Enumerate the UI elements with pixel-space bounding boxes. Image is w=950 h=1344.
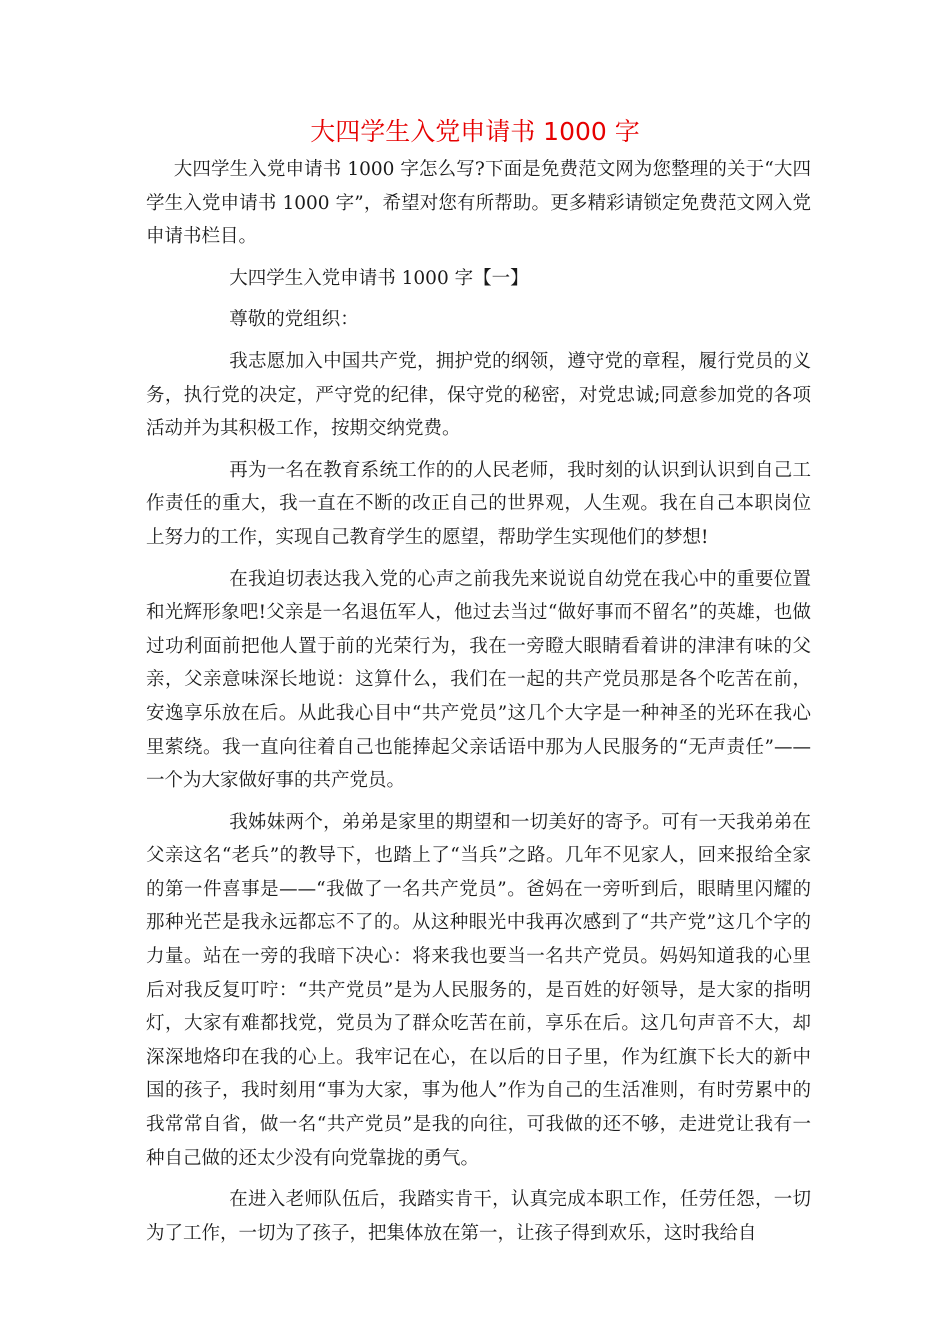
body-paragraph: 我姊妹两个，弟弟是家里的期望和一切美好的寄予。可有一天我弟弟在父亲这名“老兵”的教导下，也踏上了“当兵”之路。几年不见家人，回来报给全家的第一件喜事是——“我做了一名共产党员”。爸妈在一旁听到后，眼睛里闪耀的那种光芒是我永远都忘不了的。从这种眼光中我再次感到了“共产党”这几个字的力量。站在一旁的我暗下决心：将来我也要当一名共产党员。妈妈知道我的心里后对我反复叮咛：“共产党员”是为人民服务的，是百姓的好领导，是大家的指明灯，大家有难都找党，党员为了群众吃苦在前，享乐在后。这几句声音不大，却深深地烙印在我的心上。我牢记在心，在以后的日子里，作为红旗下长大的新中国的孩子，我时刻用“事为大家，事为他人”作为自己的生活准则，有时劳累中的我常常自省，做一名“共产党员”是我的向往，可我做的还不够，走进党让我有一种自己做的还太少没有向党靠拢的勇气。	[146, 811, 811, 1169]
intro-paragraph: 大四学生入党申请书 1000 字怎么写?下面是免费范文网为您整理的关于“大四学生入党申请书 1000 字”，希望对您有所帮助。更多精彩请锁定免费范文网入党申请书栏目。	[146, 159, 811, 248]
document-title: 大四学生入党申请书 1000 字	[310, 117, 640, 146]
document-body	[146, 153, 811, 1250]
section-heading: 大四学生入党申请书 1000 字【一】	[229, 267, 529, 289]
body-paragraph: 我志愿加入中国共产党，拥护党的纲领，遵守党的章程，履行党员的义务，执行党的决定，严守党的纪律，保守党的秘密，对党忠诚;同意参加党的各项活动并为其积极工作，按期交纳党费。	[146, 350, 811, 440]
body-paragraph: 在进入老师队伍后，我踏实肯干，认真完成本职工作，任劳任怨，一切为了工作，一切为了孩子，把集体放在第一，让孩子得到欢乐，这时我给自	[146, 1189, 811, 1244]
salutation: 尊敬的党组织：	[229, 309, 359, 331]
body-paragraph: 在我迫切表达我入党的心声之前我先来说说自幼党在我心中的重要位置和光辉形象吧!父亲是一名退伍军人，他过去当过“做好事而不留名”的英雄，也做过功利面前把他人置于前的光荣行为，我在一旁瞪大眼睛看着讲的津津有味的父亲，父亲意味深长地说：这算什么，我们在一起的共产党员那是各个吃苦在前，安逸享乐放在后。从此我心目中“共产党员”这几个大字是一种神圣的光环在我心里萦绕。我一直向往着自己也能捧起父亲话语中那为人民服务的“无声责任”——一个为大家做好事的共产党员。	[146, 568, 811, 792]
body-paragraph: 再为一名在教育系统工作的的人民老师，我时刻的认识到认识到自己工作责任的重大，我一直在不断的改正自己的世界观，人生观。我在自己本职岗位上努力的工作，实现自己教育学生的愿望，帮助学生实现他们的梦想!	[146, 459, 811, 548]
